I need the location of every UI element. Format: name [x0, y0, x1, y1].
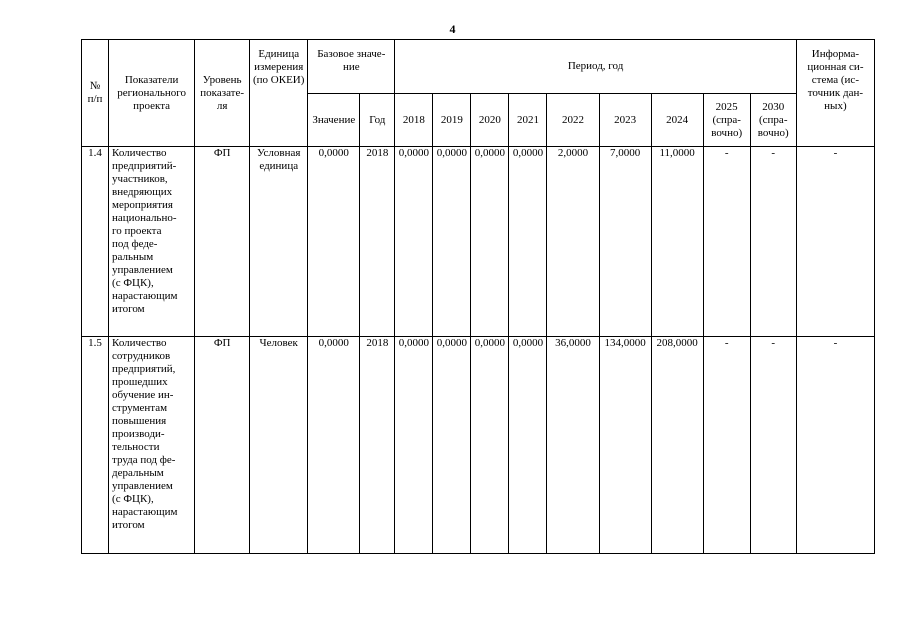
row-value-2022: 2,0000	[547, 147, 599, 337]
year-header-2024: 2024	[651, 94, 703, 147]
row-value-2030: -	[750, 147, 796, 337]
year-header-2025: 2025 (спра- вочно)	[703, 94, 750, 147]
row-value-2020: 0,0000	[471, 147, 509, 337]
row-level: ФП	[195, 337, 250, 554]
row-value-2021: 0,0000	[509, 337, 547, 554]
row-value-2020: 0,0000	[471, 337, 509, 554]
row-base-year: 2018	[360, 147, 395, 337]
row-value-2030: -	[750, 337, 796, 554]
table-row	[82, 147, 875, 337]
col-unit-header: Единица измерения (по ОКЕИ)	[250, 40, 308, 147]
row-value-2025: -	[703, 147, 750, 337]
col-base-header: Базовое значе-ние	[308, 40, 395, 94]
table-row	[82, 337, 875, 554]
row-value-2018: 0,0000	[395, 337, 433, 554]
base-value-header: Значение	[308, 94, 360, 147]
row-info-system: -	[796, 337, 874, 554]
row-value-2018: 0,0000	[395, 147, 433, 337]
header-row-1	[82, 40, 875, 94]
row-unit: Условная единица	[250, 147, 308, 337]
row-unit: Человек	[250, 337, 308, 554]
year-header-2030: 2030 (спра- вочно)	[750, 94, 796, 147]
row-info-system: -	[796, 147, 874, 337]
row-base-value: 0,0000	[308, 147, 360, 337]
row-indicator-name: Количество предприятий- участников, внедряющих мероприятия национально- го проекта под феде- ральным управлением (с ФЦК), нарастающим итогом	[109, 147, 195, 337]
col-level-header: Уровень показате-ля	[195, 40, 250, 147]
year-header-2021: 2021	[509, 94, 547, 147]
row-num: 1.5	[82, 337, 109, 554]
row-value-2025: -	[703, 337, 750, 554]
row-value-2023: 134,0000	[599, 337, 651, 554]
row-base-year: 2018	[360, 337, 395, 554]
row-level: ФП	[195, 147, 250, 337]
row-value-2024: 11,0000	[651, 147, 703, 337]
col-period-header: Период, год	[395, 40, 796, 94]
row-value-2021: 0,0000	[509, 147, 547, 337]
row-value-2019: 0,0000	[433, 147, 471, 337]
row-value-2023: 7,0000	[599, 147, 651, 337]
row-value-2022: 36,0000	[547, 337, 599, 554]
col-indicators-header: Показатели регионального проекта	[109, 40, 195, 147]
row-num: 1.4	[82, 147, 109, 337]
col-info-header: Информа-ционная си-стема (ис-точник дан-ных)	[796, 40, 874, 147]
year-header-2019: 2019	[433, 94, 471, 147]
row-value-2019: 0,0000	[433, 337, 471, 554]
year-header-2023: 2023	[599, 94, 651, 147]
base-year-header: Год	[360, 94, 395, 147]
year-header-2020: 2020	[471, 94, 509, 147]
year-header-2022: 2022	[547, 94, 599, 147]
page-number: 4	[449, 22, 456, 36]
row-base-value: 0,0000	[308, 337, 360, 554]
row-indicator-name: Количество сотрудников предприятий, прошедших обучение ин- струментам повышения производи- тельности труда под фе- деральным управлением (с ФЦК), нарастающим итогом	[109, 337, 195, 554]
indicators-table	[81, 39, 875, 554]
col-num-header: № п/п	[82, 40, 109, 147]
row-value-2024: 208,0000	[651, 337, 703, 554]
year-header-2018: 2018	[395, 94, 433, 147]
